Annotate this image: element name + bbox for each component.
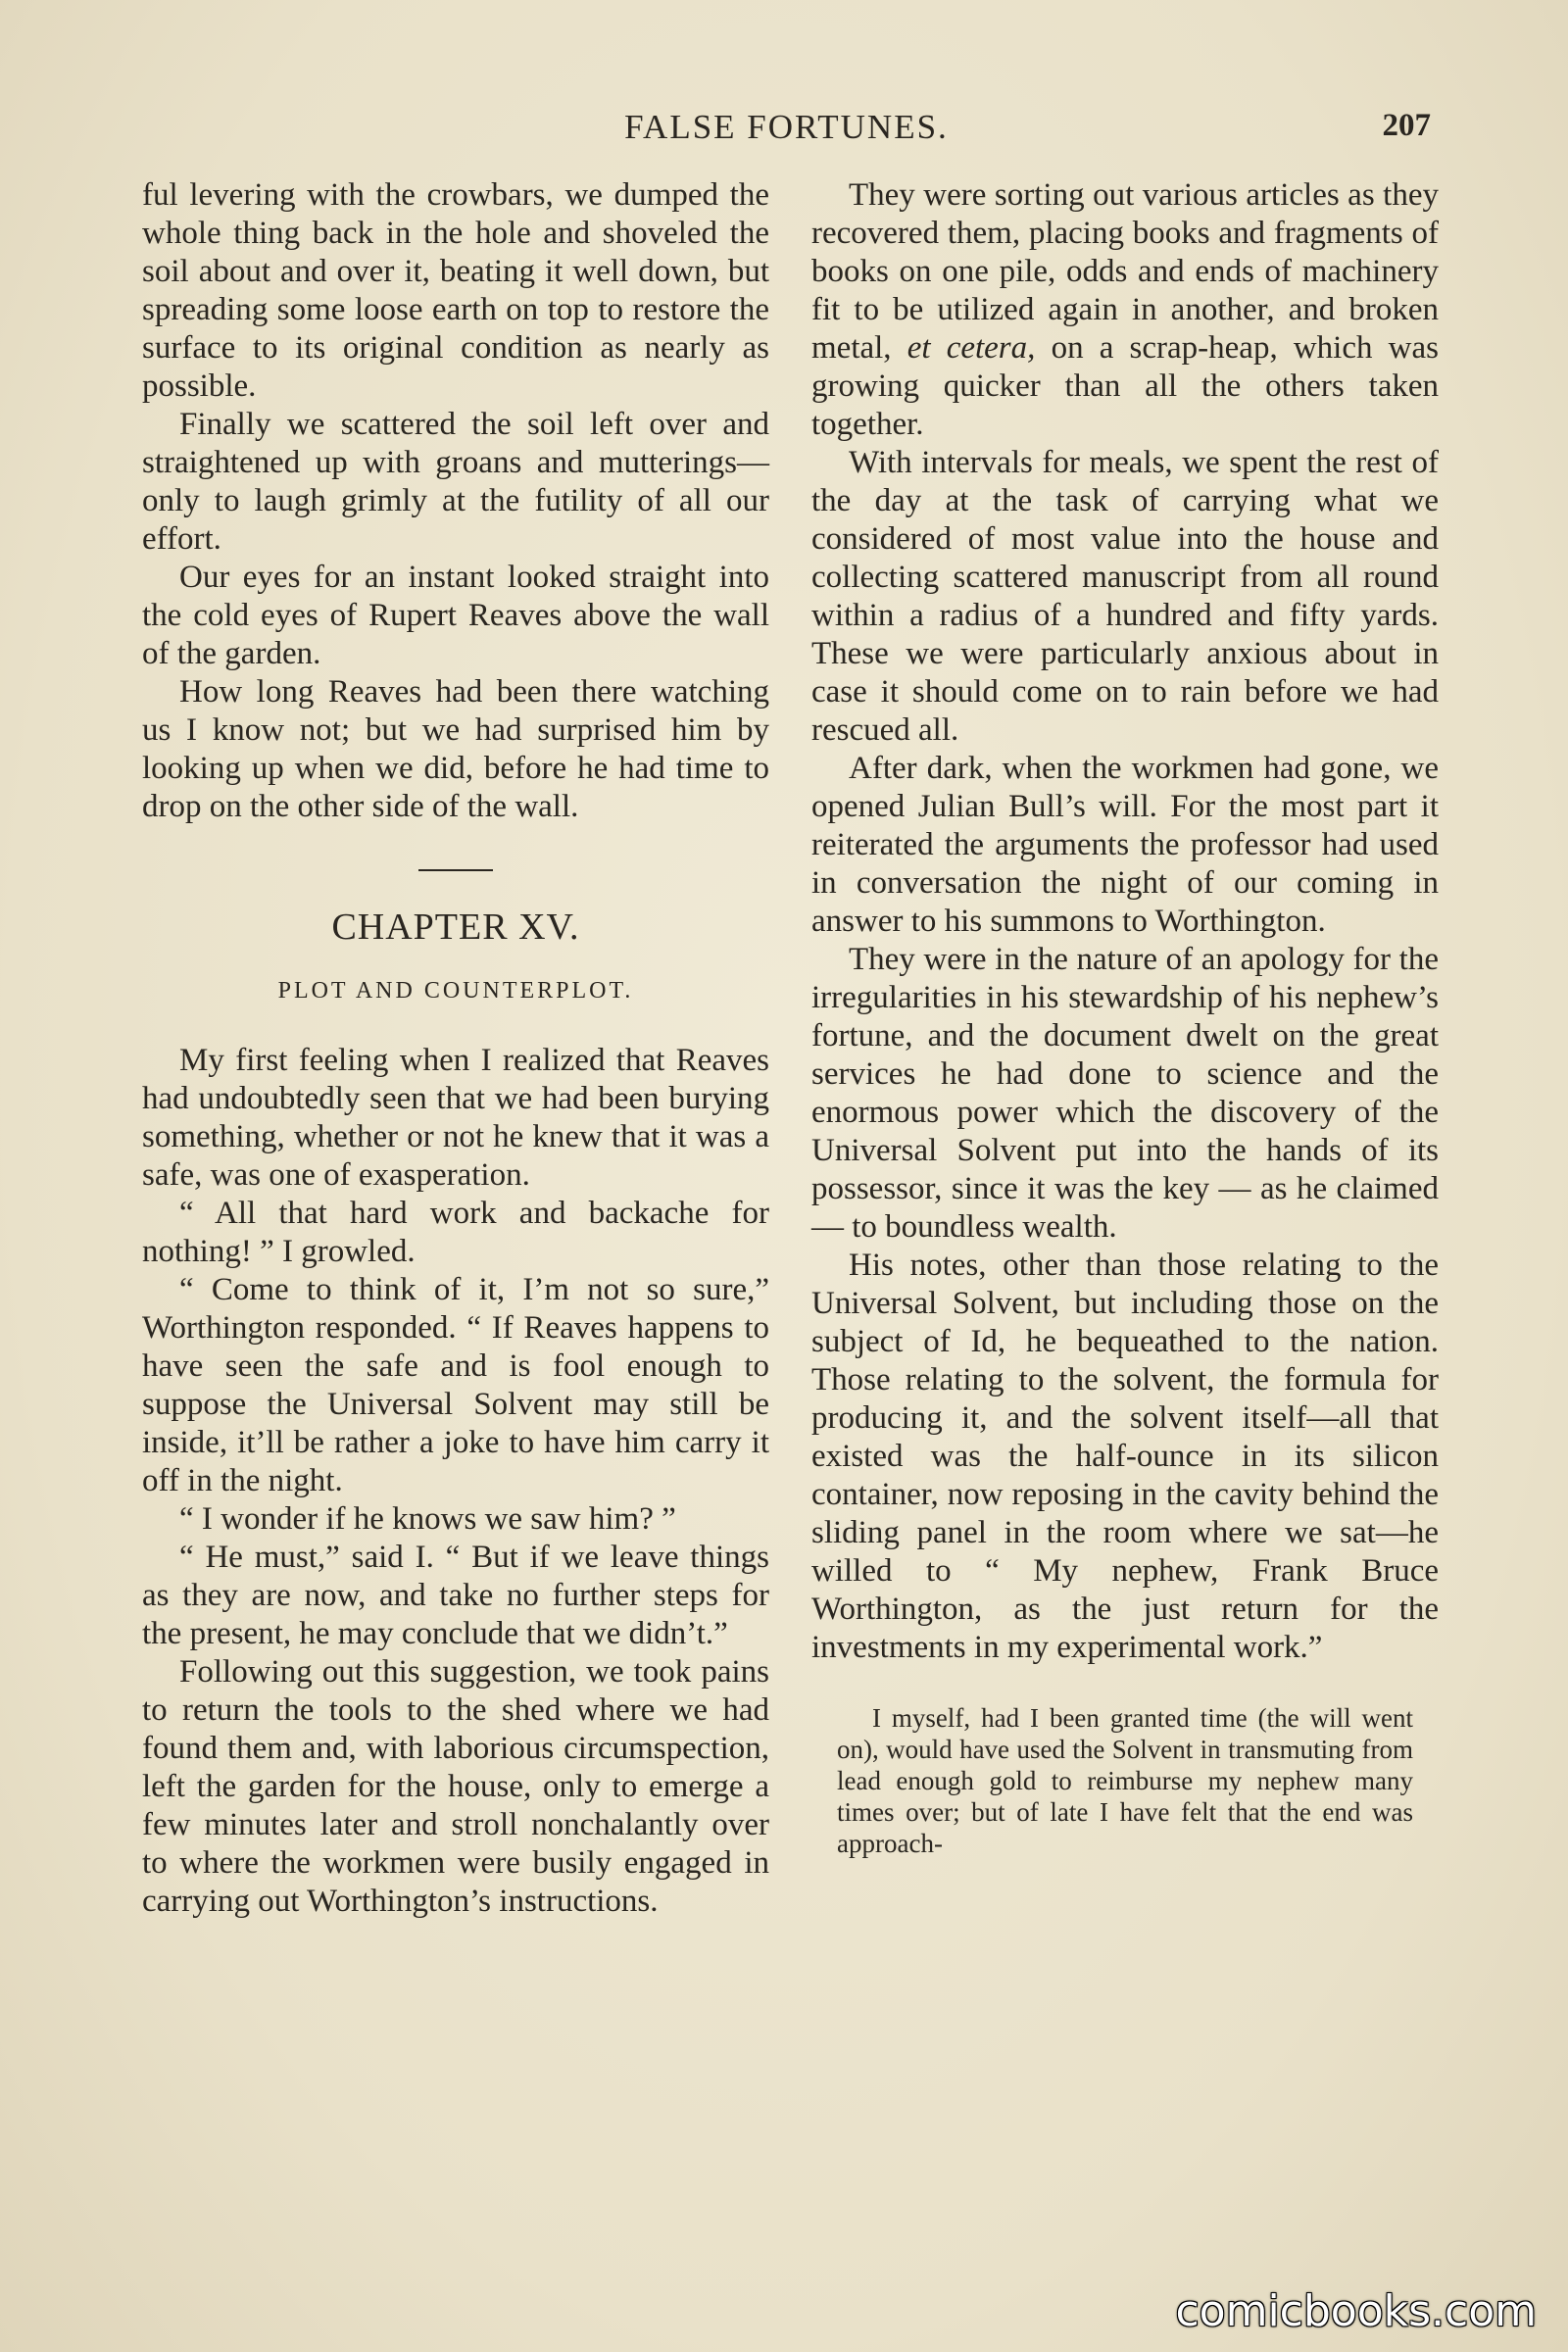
page-number: 207: [1382, 108, 1431, 143]
italic-text: et cetera,: [906, 330, 1036, 366]
text-span: They were sorting out various articles as they recovered them, placing books and fragments of books on one pile, odds and ends of machinery fit to be utilized again in another, and broken metal,: [811, 177, 1439, 366]
paragraph: ful levering with the crowbars, we dumped the whole thing back in the hole and shoveled the soil about and over it, beating it well down, but spreading some loose earth on top to restore the surface to its original condition as nearly as possible.: [142, 177, 769, 404]
right-column: [811, 176, 1439, 1859]
paragraph: Following out this suggestion, we took pains to return the tools to the shed where we had found them and, with laborious circumspection, left the garden for the house, only to emerge a few minutes later and stroll nonchalantly over to where the workmen were busily engaged in carrying out Worthington’s instructions.: [142, 1654, 769, 1919]
paragraph: Finally we scattered the soil left over and straightened up with groans and mutterings—only to laugh grimly at the futility of all our effort.: [142, 407, 769, 557]
paragraph: After dark, when the workmen had gone, we opened Julian Bull’s will. For the most part it reiterated the arguments the professor had used in conversation the night of our coming in answer to his summons to Worthington.: [811, 751, 1439, 939]
paragraph: “ All that hard work and backache for nothing! ” I growled.: [142, 1196, 769, 1269]
paragraph: They were in the nature of an apology for the irregularities in his stewardship of his nephew’s fortune, and the document dwelt on the great services he had done to science and the enormous power which the discovery of the Universal Solvent put into the hands of its possessor, since it was the key — as he claimed — to boundless wealth.: [811, 942, 1439, 1245]
quote-paragraph: I myself, had I been granted time (the will went on), would have used the Solvent in transmuting from lead enough gold to reimburse my nephew many times over; but of late I have felt that the end was approach-: [837, 1703, 1413, 1858]
paragraph: “ He must,” said I. “ But if we leave things as they are now, and take no further steps for the present, he may conclude that we didn’t.”: [142, 1540, 769, 1651]
left-column: [142, 176, 769, 1921]
running-head: [142, 108, 1431, 147]
paragraph: “ I wonder if he knows we saw him? ”: [179, 1501, 676, 1537]
paragraph: My first feeling when I realized that Reaves had undoubtedly seen that we had been burying something, whether or not he knew that it was a safe, was one of exasperation.: [142, 1043, 769, 1193]
paragraph: How long Reaves had been there watching us I know not; but we had surprised him by looking up when we did, before he had time to drop on the other side of the wall.: [142, 674, 769, 824]
paragraph: Our eyes for an instant looked straight into the cold eyes of Rupert Reaves above the wall of the garden.: [142, 560, 769, 671]
text-span: on a scrap-heap, which was growing quicker than all the others taken together.: [811, 330, 1439, 442]
paragraph: His notes, other than those relating to the Universal Solvent, but including those on the subject of Id, he bequeathed to the nation. Those relating to the solvent, the formula for producing it, and the solvent itself—all that existed was the half-ounce in its silicon container, now reposing in the cavity behind the sliding panel in the room where we sat—he willed to “ My nephew, Frank Bruce Worthington, as the just return for the investments in my experimental work.”: [811, 1248, 1439, 1665]
paragraph: [811, 176, 1439, 444]
running-title: FALSE FORTUNES.: [624, 108, 949, 146]
chapter-title: CHAPTER XV.: [331, 906, 580, 948]
watermark: comicbooks.com: [1175, 2286, 1537, 2336]
section-divider: [418, 869, 493, 871]
will-excerpt: [811, 1702, 1439, 1859]
paragraph: With intervals for meals, we spent the rest of the day at the task of carrying what we considered of most value into the house and collecting scattered manuscript from all round within a radius of a hundred and fifty yards. These we were particularly anxious about in case it should come on to rain before we had rescued all.: [811, 445, 1439, 748]
paragraph: “ Come to think of it, I’m not so sure,” Worthington responded. “ If Reaves happens to have seen the safe and is fool enough to suppose the Universal Solvent may still be inside, it’ll be rather a joke to have him carry it off in the night.: [142, 1272, 769, 1498]
chapter-subtitle: PLOT AND COUNTERPLOT.: [277, 978, 634, 1004]
